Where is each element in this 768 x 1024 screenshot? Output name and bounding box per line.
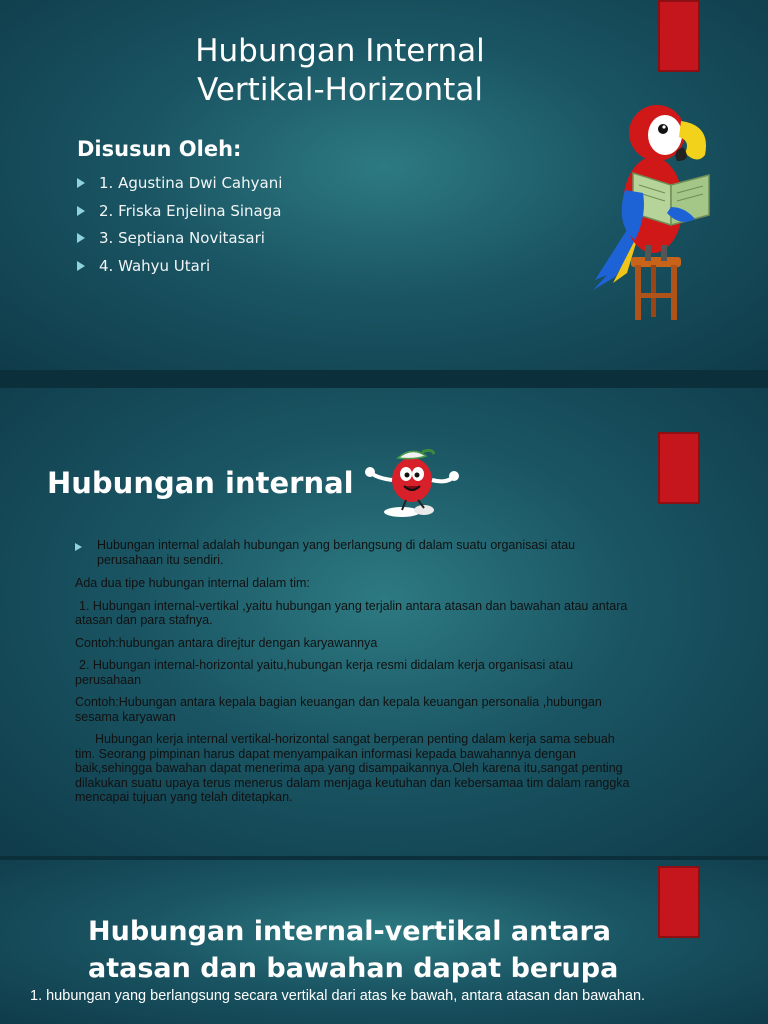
red-accent-bar — [658, 866, 700, 938]
red-accent-bar — [658, 432, 700, 504]
list-item: 3. Septiana Novitasari — [77, 228, 282, 256]
paragraph: Contoh:Hubungan antara kepala bagian keuangan dan kepala keuangan personalia ,hubungan sesama karyawan — [75, 695, 602, 724]
paragraph: Hubungan kerja internal vertikal-horizontal sangat berperan penting dalam kerja sama sebuah tim. Seorang pimpinan harus dapat menyampaikan informasi kepada bawahannya dengan baik,sehingga bawahan dapat menerima apa yang disampaikannya.Oleh karena itu,sangat penting dilakukan suatu upaya terus menerus dalam menjaga keutuhan dan kebersamaa tim dalam ranggka mencapai tujuan yang telah ditetapkan. — [75, 732, 630, 804]
paragraph: 1. Hubungan internal-vertikal ,yaitu hubungan yang terjalin antara atasan dan bawahan atau antara atasan dan para stafnya. — [75, 598, 628, 627]
slide-2-body — [75, 576, 635, 813]
slide-3 — [0, 860, 768, 1024]
title-line-2: Vertikal-Horizontal — [197, 72, 483, 108]
bullet-triangle-icon — [77, 206, 85, 216]
apple-mascot-icon — [362, 444, 462, 520]
red-accent-bar — [658, 0, 700, 72]
slide-1 — [0, 0, 768, 370]
slide-3-heading: Hubungan internal-vertikal antara atasan dan bawahan dapat berupa — [88, 916, 619, 984]
list-item: 4. Wahyu Utari — [77, 256, 282, 284]
list-item: 1. Agustina Dwi Cahyani — [77, 173, 282, 201]
list-item: 2. Friska Enjelina Sinaga — [77, 201, 282, 229]
slide-separator — [0, 370, 768, 388]
parrot-reading-book-icon — [585, 95, 715, 325]
slide-2 — [0, 388, 768, 856]
bullet-triangle-icon — [75, 543, 82, 551]
title-line-1: Hubungan Internal — [195, 33, 485, 69]
slide-3-text: 1. hubungan yang berlangsung secara vertikal dari atas ke bawah, antara atasan dan bawahan. — [30, 988, 646, 1004]
paragraph: 2. Hubungan internal-horizontal yaitu,hubungan kerja resmi didalam kerja organisasi atau perusahaan — [75, 658, 574, 687]
slide-1-title — [120, 32, 560, 110]
bullet-triangle-icon — [77, 233, 85, 243]
author-heading: Disusun Oleh: — [77, 137, 242, 161]
bullet-triangle-icon — [77, 178, 85, 188]
bullet-triangle-icon — [77, 261, 85, 271]
definition-bullet: Hubungan internal adalah hubungan yang berlangsung di dalam suatu organisasi atau perusahaan itu sendiri. — [97, 538, 576, 567]
author-list — [77, 173, 282, 283]
paragraph: Contoh:hubungan antara direjtur dengan karyawannya — [75, 635, 378, 650]
paragraph: Ada dua tipe hubungan internal dalam tim: — [75, 576, 310, 590]
slide-2-heading: Hubungan internal — [47, 466, 354, 500]
